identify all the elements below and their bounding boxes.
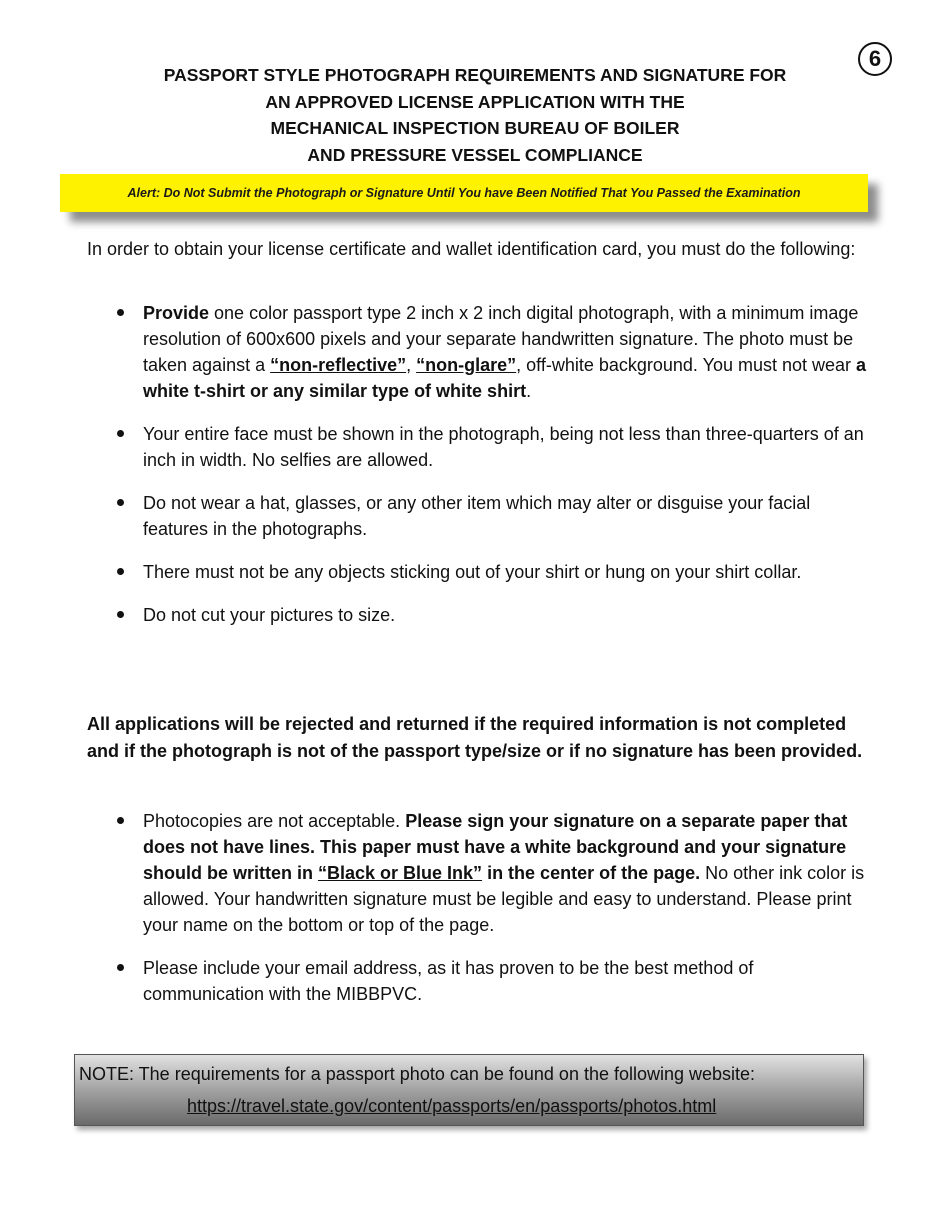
rejection-warning: All applications will be rejected and returned if the required information is not completed and if the photograph is not of the passport type/size or if no signature has been provided. [87,714,863,761]
body-text: Photocopies are not acceptable. [143,811,406,831]
page-title [60,62,890,168]
bold-text: Provide [143,303,210,323]
page-number-badge: 6 [858,42,892,76]
list-item: Please include your email address, as it has proven to be the best method of communication with the MIBBPVC. [87,955,872,1007]
list-item: Your entire face must be shown in the photograph, being not less than three-quarters of an inch in width. No selfies are allowed. [87,421,872,473]
list-item: Do not cut your pictures to size. [87,602,872,628]
list-item: Do not wear a hat, glasses, or any other item which may alter or disguise your facial features in the photographs. [87,490,872,542]
list-item [87,300,872,404]
title-line-1: PASSPORT STYLE PHOTOGRAPH REQUIREMENTS AND SIGNATURE FOR [163,65,787,85]
bold-text: Please sign your signature on a separate paper that does not have lines. This paper must have a white background and your signature should be written in [143,811,848,883]
bold-text: a white t-shirt or any similar type of white shirt [143,355,867,401]
body-text: No other ink color is allowed. Your handwritten signature must be legible and easy to understand. Please print your name on the bottom or top of the page. [143,863,865,935]
intro-paragraph: In order to obtain your license certificate and wallet identification card, you must do the following: [87,239,856,259]
title-line-3: MECHANICAL INSPECTION BUREAU OF BOILER [270,118,680,138]
title-line-4: AND PRESSURE VESSEL COMPLIANCE [307,144,643,165]
ink-color-term: “Black or Blue Ink” [318,863,483,883]
alert-banner [60,174,868,212]
signature-list [87,808,872,1024]
non-glare-term: “non-glare” [416,355,517,375]
non-reflective-term: “non-reflective” [270,355,407,375]
requirements-list [87,300,872,645]
note-text: NOTE: The requirements for a passport photo can be found on the following website: [79,1064,756,1084]
body-text: one color passport type 2 inch x 2 inch digital photograph, with a minimum image resolution of 600x600 pixels and your separate handwritten signature. The photo must be taken against a [143,303,859,375]
separator-text: , [406,355,417,375]
period-text: . [526,381,532,401]
note-box [74,1054,864,1126]
body-text: , off-white background. You must not wear [516,355,857,375]
list-item: There must not be any objects sticking out of your shirt or hung on your shirt collar. [87,559,872,585]
list-item [87,808,872,938]
passport-photo-link[interactable]: https://travel.state.gov/content/passports/en/passports/photos.html [187,1096,717,1116]
bold-text: in the center of the page. [482,863,701,883]
title-line-2: AN APPROVED LICENSE APPLICATION WITH THE [265,91,685,112]
alert-text: Alert: Do Not Submit the Photograph or Signature Until You have Been Notified That You Passed the Examination [127,186,801,200]
